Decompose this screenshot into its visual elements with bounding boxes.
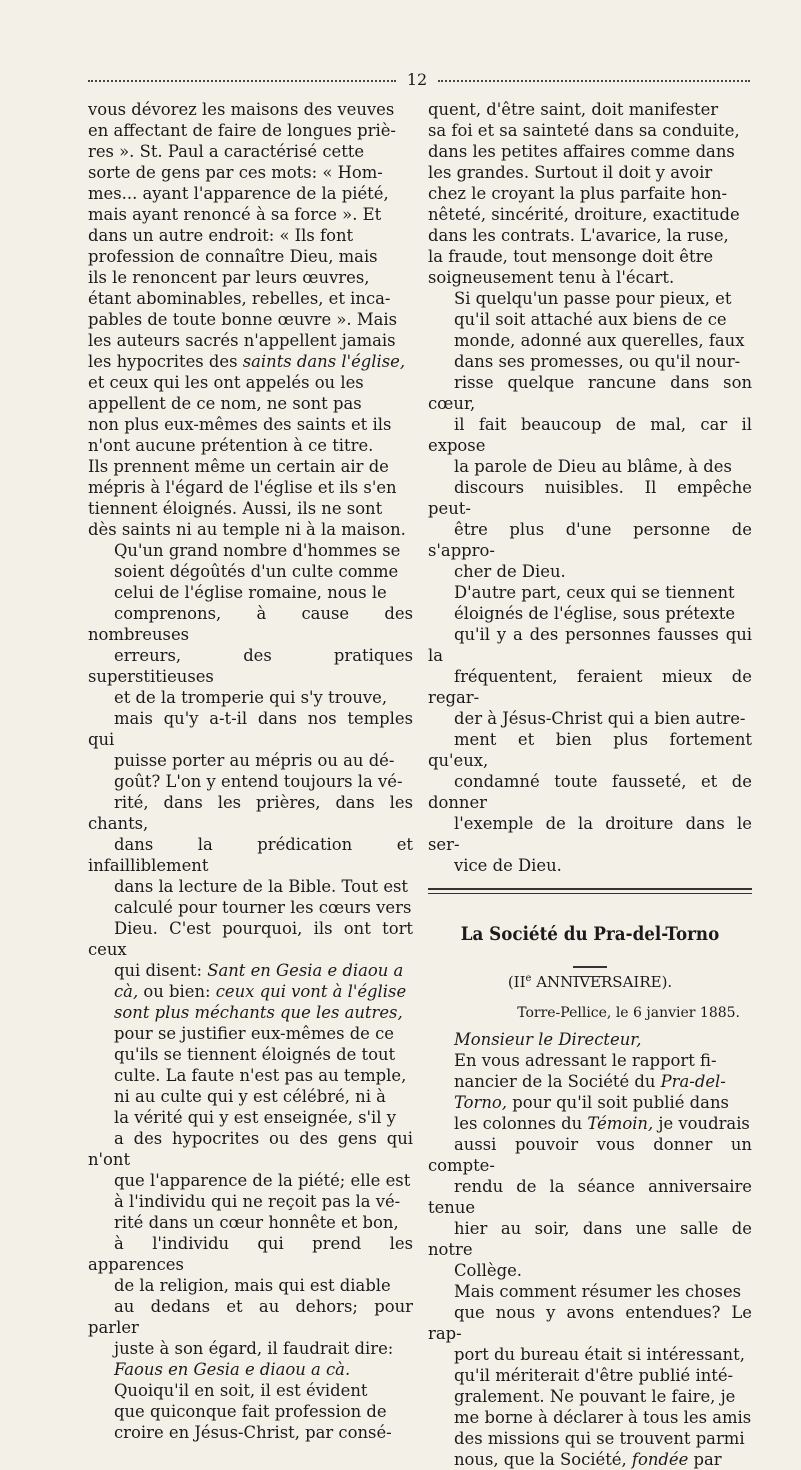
italic-run: Témoin, — [587, 1114, 654, 1133]
text-line: qu'il mériterait d'être publié inté- — [454, 1366, 734, 1385]
text-line: nêteté, sincérité, droiture, exactitude — [428, 205, 740, 224]
paragraph-right-2 — [428, 288, 752, 582]
text-line: que l'apparence de la piété; elle est — [114, 1171, 411, 1190]
text-line: vous dévorez les maisons des veuves — [88, 100, 395, 119]
header-rule-left — [88, 80, 396, 82]
paragraph-right-4 — [428, 1050, 752, 1281]
text-line: appellent de ce nom, ne sont pas — [88, 394, 362, 413]
text-line: croire en Jésus-Christ, par consé- — [114, 1423, 392, 1442]
text-line: qu'ils se tiennent éloignés de tout — [114, 1045, 396, 1064]
divider-rule-thick — [428, 888, 752, 890]
text-line: dans un autre endroit: « Ils font — [88, 226, 354, 245]
text-run: nous, que la Société, — [454, 1450, 632, 1469]
text-line: rité, dans les prières, dans les chants, — [88, 793, 413, 833]
text-line: soient dégoûtés d'un culte comme — [114, 562, 399, 581]
text-line: juste à son égard, il faudrait dire: — [114, 1339, 394, 1358]
text-line: dès saints ni au temple ni à la maison. — [88, 520, 406, 539]
text-line: mais qu'y a-t-il dans nos temples qui — [88, 709, 413, 749]
text-line: erreurs, des pratiques superstitieuses — [88, 646, 413, 686]
text-line: pour se justifier eux-mêmes de ce — [114, 1024, 394, 1043]
text-line — [88, 351, 413, 372]
text-line: Si quelqu'un passe pour pieux, et — [454, 289, 732, 308]
italic-run: sont plus méchants que les autres, — [114, 1003, 403, 1022]
text-run: pour qu'il soit publié dans — [507, 1093, 729, 1112]
text-line: discours nuisibles. Il empêche peut- — [428, 478, 752, 518]
italic-run: ceux qui vont à l'église — [215, 982, 407, 1001]
text-line: ment et bien plus fortement qu'eux, — [428, 730, 752, 770]
text-line: port du bureau était si intéressant, — [454, 1345, 745, 1364]
italic-run: Faous en Gesia e diaou a cà. — [114, 1360, 351, 1379]
text-line — [428, 1071, 752, 1092]
text-line: fréquentent, feraient mieux de regar- — [428, 667, 752, 707]
text-line: tiennent éloignés. Aussi, ils ne sont — [88, 499, 383, 518]
text-line: qu'il soit attaché aux biens de ce — [454, 310, 727, 329]
text-line: que nous y avons entendues? Le rap- — [428, 1303, 752, 1343]
text-line: les auteurs sacrés n'appellent jamais — [88, 331, 396, 350]
text-line: dans la lecture de la Bible. Tout est — [114, 877, 409, 896]
right-column — [428, 99, 752, 1470]
text-line — [428, 1449, 752, 1470]
text-line: comprenons, à cause des nombreuses — [88, 604, 413, 644]
paragraph-right-5 — [428, 1281, 752, 1470]
italic-run: cà, — [114, 982, 139, 1001]
text-line: Quoiqu'il en soit, il est évident — [114, 1381, 368, 1400]
text-line — [88, 960, 413, 981]
text-run: ANNIVERSAIRE). — [531, 973, 673, 991]
text-line: rité dans un cœur honnête et bon, — [114, 1213, 399, 1232]
text-line: me borne à déclarer à tous les amis — [454, 1408, 752, 1427]
text-line: et de la tromperie qui s'y trouve, — [114, 688, 388, 707]
italic-run: Torno, — [454, 1093, 507, 1112]
text-run: (II — [507, 973, 526, 991]
text-run: je voudrais — [653, 1114, 750, 1133]
paragraph-left-2 — [88, 540, 413, 1380]
text-line: D'autre part, ceux qui se tiennent — [454, 583, 735, 602]
paragraph-left-3 — [88, 1380, 413, 1443]
text-line: risse quelque rancune dans son cœur, — [428, 373, 752, 413]
text-line: Mais comment résumer les choses — [454, 1282, 742, 1301]
page-number: 12 — [406, 70, 428, 89]
text-line: a des hypocrites ou des gens qui n'ont — [88, 1129, 413, 1169]
text-line: à l'individu qui ne reçoit pas la vé- — [114, 1192, 401, 1211]
italic-run: saints dans l'église, — [242, 352, 406, 371]
text-line: qu'il y a des personnes fausses qui la — [428, 625, 752, 665]
text-line: goût? L'on y entend toujours la vé- — [114, 772, 403, 791]
text-line: chez le croyant la plus parfaite hon- — [428, 184, 728, 203]
text-line — [428, 1113, 752, 1134]
text-line: éloignés de l'église, sous prétexte — [454, 604, 736, 623]
text-line: mépris à l'égard de l'église et ils s'en — [88, 478, 397, 497]
text-line: Dieu. C'est pourquoi, ils ont tort ceux — [88, 919, 413, 959]
text-run: qui disent: — [114, 961, 208, 980]
text-line: sorte de gens par ces mots: « Hom- — [88, 163, 383, 182]
letter-dateline: Torre-Pellice, le 6 janvier 1885. — [517, 1005, 740, 1021]
text-line: culte. La faute n'est pas au temple, — [114, 1066, 407, 1085]
text-line: des missions qui se trouvent parmi — [454, 1429, 745, 1448]
text-run: les colonnes du — [454, 1114, 588, 1133]
text-line: au dedans et au dehors; pour parler — [88, 1297, 413, 1337]
text-line — [88, 1359, 413, 1380]
text-line: la vérité qui y est enseignée, s'il y — [114, 1108, 396, 1127]
text-run: les hypocrites des — [88, 352, 243, 371]
text-line: dans la prédication et infailliblement — [88, 835, 413, 875]
text-line: Qu'un grand nombre d'hommes se — [114, 541, 401, 560]
text-line: Ils prennent même un certain air de — [88, 457, 389, 476]
text-line: mais ayant renoncé à sa force ». Et — [88, 205, 382, 224]
text-line: En vous adressant le rapport fi- — [454, 1051, 717, 1070]
text-line: cher de Dieu. — [454, 562, 566, 581]
ornament-rule — [573, 976, 607, 977]
page-header — [88, 70, 750, 90]
header-rule-right — [438, 80, 750, 82]
text-line: hier au soir, dans une salle de notre — [428, 1219, 752, 1259]
text-line: der à Jésus-Christ qui a bien autre- — [454, 709, 746, 728]
text-line: Collège. — [454, 1261, 522, 1280]
text-line — [88, 1002, 413, 1023]
text-line: en affectant de faire de longues priè- — [88, 121, 396, 140]
text-line: et ceux qui les ont appelés ou les — [88, 373, 364, 392]
left-column — [88, 99, 413, 1443]
text-line: de la religion, mais qui est diable — [114, 1276, 391, 1295]
text-line: aussi pouvoir vous donner un compte- — [428, 1135, 752, 1175]
text-run: ou bien: — [138, 982, 216, 1001]
section-title: La Société du Pra-del-Torno — [460, 923, 720, 945]
letter-salutation: Monsieur le Directeur, — [454, 1030, 642, 1049]
text-line — [88, 981, 413, 1002]
text-line: étant abominables, rebelles, et inca- — [88, 289, 391, 308]
paragraph-right-1 — [428, 99, 752, 288]
text-line: sa foi et sa sainteté dans sa conduite, — [428, 121, 740, 140]
italic-run: fondée — [631, 1450, 689, 1469]
text-line: ni au culte qui y est célébré, ni à — [114, 1087, 386, 1106]
text-line: soigneusement tenu à l'écart. — [428, 268, 675, 287]
text-line: celui de l'église romaine, nous le — [114, 583, 387, 602]
ornament-rule — [573, 966, 607, 968]
text-line: dans les petites affaires comme dans — [428, 142, 735, 161]
paragraph-left-1 — [88, 99, 413, 540]
italic-run: Pra-del- — [660, 1072, 726, 1091]
text-run: nancier de la Société du — [454, 1072, 661, 1091]
text-line: à l'individu qui prend les apparences — [88, 1234, 413, 1274]
text-line: puisse porter au mépris ou au dé- — [114, 751, 395, 770]
text-line: la parole de Dieu au blâme, à des — [454, 457, 732, 476]
text-line: mes... ayant l'apparence de la piété, — [88, 184, 389, 203]
text-line: la fraude, tout mensonge doit être — [428, 247, 714, 266]
text-line: gralement. Ne pouvant le faire, je — [454, 1387, 736, 1406]
text-line: dans ses promesses, ou qu'il nour- — [454, 352, 741, 371]
text-line: non plus eux-mêmes des saints et ils — [88, 415, 392, 434]
text-line — [428, 1092, 752, 1113]
text-line: monde, adonné aux querelles, faux — [454, 331, 745, 350]
text-line: il fait beaucoup de mal, car il expose — [428, 415, 752, 455]
italic-run: Sant en Gesia e diaou a — [207, 961, 404, 980]
text-line: rendu de la séance anniversaire tenue — [428, 1177, 752, 1217]
text-line: calculé pour tourner les cœurs vers — [114, 898, 412, 917]
text-line: pables de toute bonne œuvre ». Mais — [88, 310, 398, 329]
text-run: par — [688, 1450, 722, 1469]
title-ornament — [428, 952, 752, 962]
text-line: l'exemple de la droiture dans le ser- — [428, 814, 752, 854]
text-line: que quiconque fait profession de — [114, 1402, 387, 1421]
text-line: les grandes. Surtout il doit y avoir — [428, 163, 713, 182]
divider-rule-thin — [428, 893, 752, 894]
text-line: dans les contrats. L'avarice, la ruse, — [428, 226, 729, 245]
superscript: e — [525, 973, 532, 984]
text-line: vice de Dieu. — [454, 856, 562, 875]
text-line: quent, d'être saint, doit manifester — [428, 100, 719, 119]
text-line: profession de connaître Dieu, mais — [88, 247, 378, 266]
paragraph-right-3 — [428, 582, 752, 876]
text-line: être plus d'une personne de s'appro- — [428, 520, 752, 560]
text-line: n'ont aucune prétention à ce titre. — [88, 436, 374, 455]
section-divider — [428, 888, 752, 894]
text-line: ils le renoncent par leurs œuvres, — [88, 268, 370, 287]
text-line: condamné toute fausseté, et de donner — [428, 772, 752, 812]
text-line: res ». St. Paul a caractérisé cette — [88, 142, 365, 161]
